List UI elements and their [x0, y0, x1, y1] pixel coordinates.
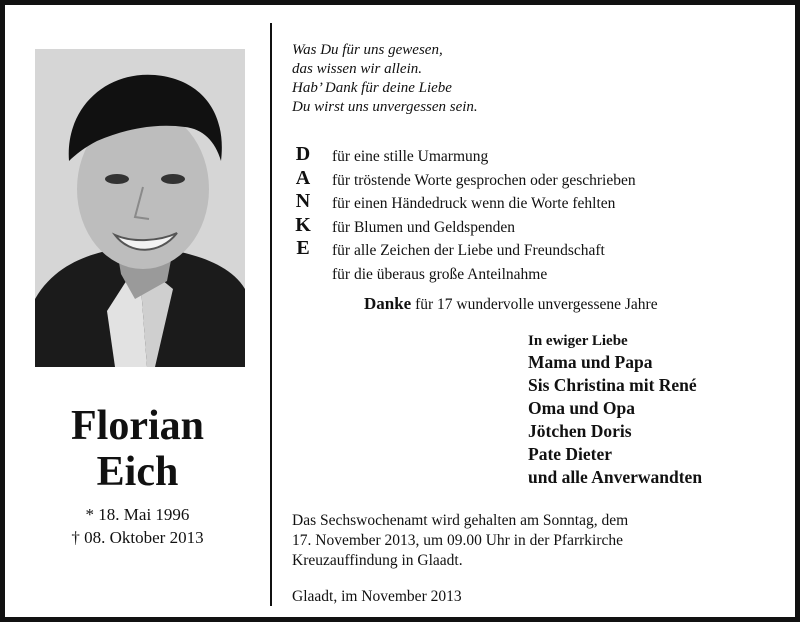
poem-line: Hab’ Dank für deine Liebe [292, 80, 452, 96]
danke-line: für einen Händedruck wenn die Worte fehlten [332, 195, 616, 212]
place-and-date: Glaadt, im November 2013 [292, 588, 462, 605]
danke-letter: D [295, 143, 311, 165]
danke-line: für eine stille Umarmung [332, 148, 489, 165]
last-name: Eich [96, 449, 179, 495]
first-name: Florian [71, 403, 204, 449]
danke-line: für tröstende Worte gesprochen oder geschrieben [332, 171, 636, 189]
deceased-name [5, 403, 270, 495]
danke-letter: A [295, 166, 311, 189]
danke-letter: N [295, 190, 311, 212]
notice-line: Das Sechswochenamt wird gehalten am Sonntag, dem [292, 512, 629, 529]
signature-name: Oma und Opa [528, 398, 635, 418]
signature-name: Mama und Papa [528, 352, 653, 372]
danke-line: für Blumen und Geldspenden [332, 218, 515, 236]
signature-name: Sis Christina mit René [528, 375, 697, 395]
service-notice [292, 511, 742, 571]
signatures [528, 331, 702, 489]
danke-line: für alle Zeichen der Liebe und Freundschaft [332, 242, 605, 259]
danke-letter: E [296, 237, 310, 259]
thanks-rest: für 17 wundervolle unvergessene Jahre [411, 296, 658, 313]
thanks-line [364, 294, 658, 315]
poem [292, 41, 478, 117]
signature-name: und alle Anverwandten [528, 467, 703, 487]
notice-line: Kreuzauffindung in Glaadt. [292, 552, 463, 569]
vertical-divider [270, 23, 272, 606]
danke-letter: K [295, 213, 311, 236]
notice-line: 17. November 2013, um 09.00 Uhr in der Pfarrkirche [292, 532, 624, 549]
life-dates [5, 503, 270, 549]
danke-list [332, 145, 636, 286]
danke-line: für die überaus große Anteilnahme [332, 265, 548, 283]
thanks-bold: Danke [364, 294, 412, 313]
signature-name: Pate Dieter [528, 444, 613, 464]
poem-line: Du wirst uns unvergessen sein. [292, 99, 478, 115]
portrait-photo [35, 49, 245, 367]
danke-acrostic [292, 143, 314, 261]
birth-date: * 18. Mai 1996 [85, 505, 190, 524]
poem-line: Was Du für uns gewesen, [292, 42, 443, 58]
poem-line: das wissen wir allein. [292, 61, 423, 77]
signature-name: Jötchen Doris [528, 421, 632, 441]
portrait-illustration [35, 49, 245, 367]
signatures-heading: In ewiger Liebe [528, 333, 628, 349]
death-date: † 08. Oktober 2013 [71, 528, 204, 547]
